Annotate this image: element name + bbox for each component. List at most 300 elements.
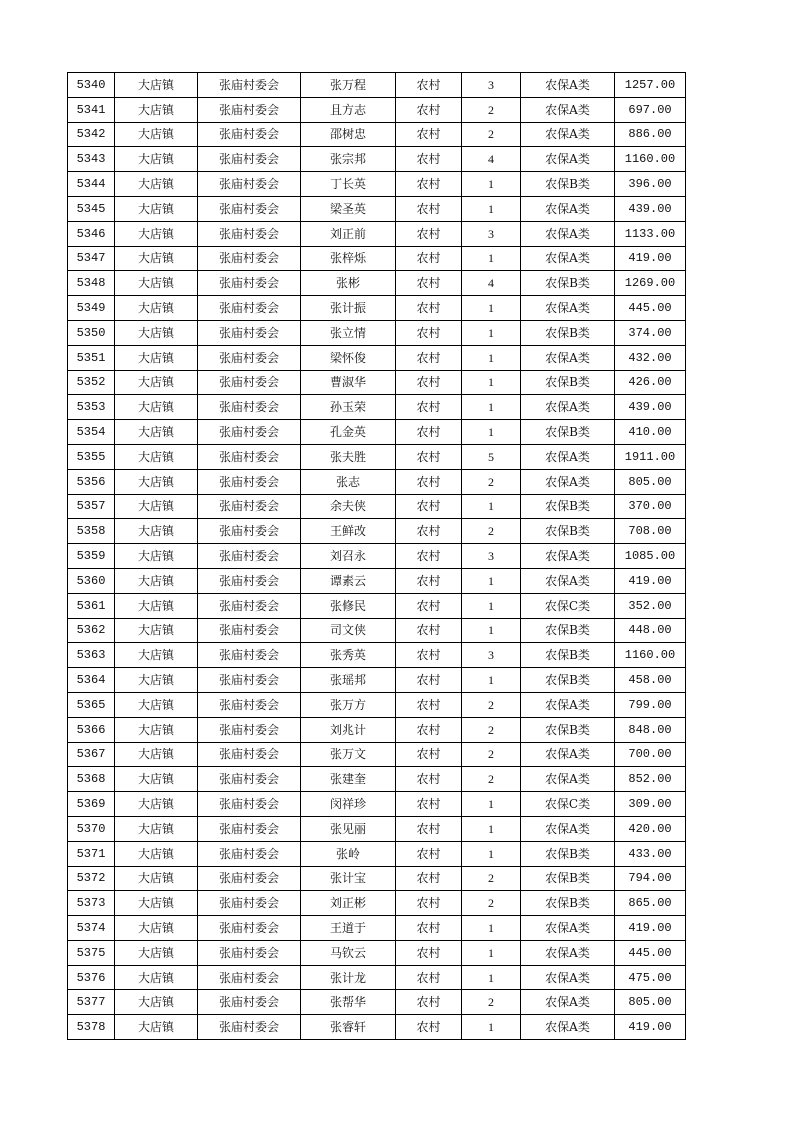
- town-cell: 大店镇: [115, 742, 198, 767]
- village-committee-cell: 张庙村委会: [198, 1015, 301, 1040]
- town-cell: 大店镇: [115, 990, 198, 1015]
- table-row: [68, 420, 686, 445]
- row-id-cell: 5377: [68, 990, 115, 1015]
- area-type-cell: 农村: [396, 345, 462, 370]
- insurance-category-cell: 农保B类: [521, 420, 615, 445]
- village-committee-cell: 张庙村委会: [198, 916, 301, 941]
- table-row: [68, 816, 686, 841]
- village-committee-cell: 张庙村委会: [198, 668, 301, 693]
- row-id-cell: 5375: [68, 940, 115, 965]
- village-committee-cell: 张庙村委会: [198, 593, 301, 618]
- town-cell: 大店镇: [115, 916, 198, 941]
- table-row: [68, 469, 686, 494]
- person-name-cell: 闵祥珍: [301, 792, 396, 817]
- table-row: [68, 940, 686, 965]
- table-row: [68, 618, 686, 643]
- table-row: [68, 395, 686, 420]
- household-members-cell: 1: [462, 345, 521, 370]
- insurance-category-cell: 农保A类: [521, 444, 615, 469]
- town-cell: 大店镇: [115, 891, 198, 916]
- area-type-cell: 农村: [396, 444, 462, 469]
- table-row: [68, 965, 686, 990]
- town-cell: 大店镇: [115, 965, 198, 990]
- row-id-cell: 5364: [68, 668, 115, 693]
- table-row: [68, 296, 686, 321]
- table-row: [68, 172, 686, 197]
- town-cell: 大店镇: [115, 420, 198, 445]
- area-type-cell: 农村: [396, 618, 462, 643]
- person-name-cell: 马钦云: [301, 940, 396, 965]
- village-committee-cell: 张庙村委会: [198, 221, 301, 246]
- amount-cell: 419.00: [615, 246, 686, 271]
- household-members-cell: 2: [462, 692, 521, 717]
- amount-cell: 309.00: [615, 792, 686, 817]
- household-members-cell: 2: [462, 866, 521, 891]
- amount-cell: 432.00: [615, 345, 686, 370]
- insurance-category-cell: 农保A类: [521, 990, 615, 1015]
- row-id-cell: 5373: [68, 891, 115, 916]
- insurance-category-cell: 农保B类: [521, 320, 615, 345]
- amount-cell: 1269.00: [615, 271, 686, 296]
- amount-cell: 865.00: [615, 891, 686, 916]
- person-name-cell: 张睿轩: [301, 1015, 396, 1040]
- insurance-category-cell: 农保B类: [521, 618, 615, 643]
- area-type-cell: 农村: [396, 841, 462, 866]
- subsidy-roster-table: [67, 72, 686, 1040]
- household-members-cell: 2: [462, 742, 521, 767]
- insurance-category-cell: 农保A类: [521, 816, 615, 841]
- village-committee-cell: 张庙村委会: [198, 370, 301, 395]
- person-name-cell: 张万程: [301, 73, 396, 98]
- table-row: [68, 147, 686, 172]
- household-members-cell: 1: [462, 668, 521, 693]
- town-cell: 大店镇: [115, 568, 198, 593]
- household-members-cell: 3: [462, 73, 521, 98]
- town-cell: 大店镇: [115, 172, 198, 197]
- person-name-cell: 张建奎: [301, 767, 396, 792]
- village-committee-cell: 张庙村委会: [198, 618, 301, 643]
- person-name-cell: 张岭: [301, 841, 396, 866]
- row-id-cell: 5344: [68, 172, 115, 197]
- amount-cell: 445.00: [615, 940, 686, 965]
- area-type-cell: 农村: [396, 196, 462, 221]
- town-cell: 大店镇: [115, 494, 198, 519]
- row-id-cell: 5340: [68, 73, 115, 98]
- area-type-cell: 农村: [396, 568, 462, 593]
- person-name-cell: 且方志: [301, 97, 396, 122]
- row-id-cell: 5345: [68, 196, 115, 221]
- village-committee-cell: 张庙村委会: [198, 494, 301, 519]
- household-members-cell: 1: [462, 196, 521, 221]
- area-type-cell: 农村: [396, 940, 462, 965]
- area-type-cell: 农村: [396, 296, 462, 321]
- village-committee-cell: 张庙村委会: [198, 147, 301, 172]
- household-members-cell: 2: [462, 717, 521, 742]
- village-committee-cell: 张庙村委会: [198, 271, 301, 296]
- village-committee-cell: 张庙村委会: [198, 643, 301, 668]
- area-type-cell: 农村: [396, 767, 462, 792]
- insurance-category-cell: 农保C类: [521, 593, 615, 618]
- person-name-cell: 张彬: [301, 271, 396, 296]
- household-members-cell: 3: [462, 643, 521, 668]
- table-row: [68, 643, 686, 668]
- household-members-cell: 1: [462, 296, 521, 321]
- row-id-cell: 5352: [68, 370, 115, 395]
- village-committee-cell: 张庙村委会: [198, 940, 301, 965]
- person-name-cell: 张见丽: [301, 816, 396, 841]
- insurance-category-cell: 农保A类: [521, 97, 615, 122]
- household-members-cell: 1: [462, 568, 521, 593]
- household-members-cell: 1: [462, 618, 521, 643]
- household-members-cell: 1: [462, 841, 521, 866]
- insurance-category-cell: 农保B类: [521, 668, 615, 693]
- row-id-cell: 5347: [68, 246, 115, 271]
- row-id-cell: 5351: [68, 345, 115, 370]
- table-row: [68, 841, 686, 866]
- insurance-category-cell: 农保C类: [521, 792, 615, 817]
- village-committee-cell: 张庙村委会: [198, 122, 301, 147]
- person-name-cell: 张瑶邦: [301, 668, 396, 693]
- insurance-category-cell: 农保B类: [521, 519, 615, 544]
- household-members-cell: 1: [462, 395, 521, 420]
- table-row: [68, 122, 686, 147]
- amount-cell: 419.00: [615, 916, 686, 941]
- amount-cell: 396.00: [615, 172, 686, 197]
- household-members-cell: 1: [462, 916, 521, 941]
- area-type-cell: 农村: [396, 692, 462, 717]
- village-committee-cell: 张庙村委会: [198, 420, 301, 445]
- household-members-cell: 2: [462, 97, 521, 122]
- town-cell: 大店镇: [115, 370, 198, 395]
- amount-cell: 1160.00: [615, 147, 686, 172]
- table-row: [68, 593, 686, 618]
- town-cell: 大店镇: [115, 544, 198, 569]
- amount-cell: 433.00: [615, 841, 686, 866]
- area-type-cell: 农村: [396, 916, 462, 941]
- person-name-cell: 曹淑华: [301, 370, 396, 395]
- town-cell: 大店镇: [115, 147, 198, 172]
- table-row: [68, 866, 686, 891]
- area-type-cell: 农村: [396, 221, 462, 246]
- village-committee-cell: 张庙村委会: [198, 965, 301, 990]
- village-committee-cell: 张庙村委会: [198, 519, 301, 544]
- household-members-cell: 2: [462, 519, 521, 544]
- amount-cell: 805.00: [615, 990, 686, 1015]
- person-name-cell: 王鲜改: [301, 519, 396, 544]
- amount-cell: 439.00: [615, 196, 686, 221]
- person-name-cell: 孙玉荣: [301, 395, 396, 420]
- town-cell: 大店镇: [115, 643, 198, 668]
- row-id-cell: 5354: [68, 420, 115, 445]
- insurance-category-cell: 农保A类: [521, 568, 615, 593]
- insurance-category-cell: 农保A类: [521, 296, 615, 321]
- town-cell: 大店镇: [115, 345, 198, 370]
- area-type-cell: 农村: [396, 147, 462, 172]
- row-id-cell: 5346: [68, 221, 115, 246]
- insurance-category-cell: 农保B类: [521, 841, 615, 866]
- person-name-cell: 刘兆计: [301, 717, 396, 742]
- area-type-cell: 农村: [396, 593, 462, 618]
- household-members-cell: 1: [462, 792, 521, 817]
- area-type-cell: 农村: [396, 370, 462, 395]
- village-committee-cell: 张庙村委会: [198, 469, 301, 494]
- household-members-cell: 1: [462, 172, 521, 197]
- table-row: [68, 196, 686, 221]
- town-cell: 大店镇: [115, 271, 198, 296]
- household-members-cell: 3: [462, 221, 521, 246]
- area-type-cell: 农村: [396, 965, 462, 990]
- person-name-cell: 张立情: [301, 320, 396, 345]
- village-committee-cell: 张庙村委会: [198, 544, 301, 569]
- village-committee-cell: 张庙村委会: [198, 320, 301, 345]
- town-cell: 大店镇: [115, 841, 198, 866]
- household-members-cell: 1: [462, 246, 521, 271]
- town-cell: 大店镇: [115, 122, 198, 147]
- row-id-cell: 5376: [68, 965, 115, 990]
- person-name-cell: 张夫胜: [301, 444, 396, 469]
- village-committee-cell: 张庙村委会: [198, 990, 301, 1015]
- table-row: [68, 891, 686, 916]
- village-committee-cell: 张庙村委会: [198, 196, 301, 221]
- amount-cell: 1911.00: [615, 444, 686, 469]
- town-cell: 大店镇: [115, 97, 198, 122]
- table-row: [68, 717, 686, 742]
- person-name-cell: 刘召永: [301, 544, 396, 569]
- household-members-cell: 4: [462, 271, 521, 296]
- amount-cell: 448.00: [615, 618, 686, 643]
- household-members-cell: 2: [462, 122, 521, 147]
- amount-cell: 700.00: [615, 742, 686, 767]
- row-id-cell: 5348: [68, 271, 115, 296]
- village-committee-cell: 张庙村委会: [198, 816, 301, 841]
- row-id-cell: 5374: [68, 916, 115, 941]
- person-name-cell: 张万文: [301, 742, 396, 767]
- person-name-cell: 张修民: [301, 593, 396, 618]
- insurance-category-cell: 农保A类: [521, 1015, 615, 1040]
- area-type-cell: 农村: [396, 320, 462, 345]
- person-name-cell: 丁长英: [301, 172, 396, 197]
- household-members-cell: 2: [462, 891, 521, 916]
- amount-cell: 445.00: [615, 296, 686, 321]
- insurance-category-cell: 农保A类: [521, 147, 615, 172]
- amount-cell: 886.00: [615, 122, 686, 147]
- insurance-category-cell: 农保B类: [521, 271, 615, 296]
- village-committee-cell: 张庙村委会: [198, 891, 301, 916]
- table-row: [68, 544, 686, 569]
- household-members-cell: 2: [462, 990, 521, 1015]
- insurance-category-cell: 农保A类: [521, 469, 615, 494]
- insurance-category-cell: 农保B类: [521, 717, 615, 742]
- amount-cell: 374.00: [615, 320, 686, 345]
- insurance-category-cell: 农保A类: [521, 196, 615, 221]
- amount-cell: 419.00: [615, 568, 686, 593]
- area-type-cell: 农村: [396, 73, 462, 98]
- person-name-cell: 邵树忠: [301, 122, 396, 147]
- area-type-cell: 农村: [396, 643, 462, 668]
- amount-cell: 419.00: [615, 1015, 686, 1040]
- table-row: [68, 668, 686, 693]
- area-type-cell: 农村: [396, 544, 462, 569]
- town-cell: 大店镇: [115, 940, 198, 965]
- household-members-cell: 1: [462, 593, 521, 618]
- table-row: [68, 345, 686, 370]
- insurance-category-cell: 农保A类: [521, 767, 615, 792]
- insurance-category-cell: 农保B类: [521, 866, 615, 891]
- person-name-cell: 张计龙: [301, 965, 396, 990]
- table-row: [68, 742, 686, 767]
- table-row: [68, 320, 686, 345]
- table-row: [68, 73, 686, 98]
- table-row: [68, 792, 686, 817]
- amount-cell: 352.00: [615, 593, 686, 618]
- person-name-cell: 张帮华: [301, 990, 396, 1015]
- insurance-category-cell: 农保B类: [521, 494, 615, 519]
- person-name-cell: 司文侠: [301, 618, 396, 643]
- row-id-cell: 5371: [68, 841, 115, 866]
- area-type-cell: 农村: [396, 469, 462, 494]
- row-id-cell: 5359: [68, 544, 115, 569]
- area-type-cell: 农村: [396, 1015, 462, 1040]
- table-row: [68, 916, 686, 941]
- insurance-category-cell: 农保B类: [521, 643, 615, 668]
- household-members-cell: 1: [462, 816, 521, 841]
- table-row: [68, 370, 686, 395]
- village-committee-cell: 张庙村委会: [198, 692, 301, 717]
- area-type-cell: 农村: [396, 122, 462, 147]
- town-cell: 大店镇: [115, 444, 198, 469]
- table-row: [68, 1015, 686, 1040]
- person-name-cell: 谭素云: [301, 568, 396, 593]
- town-cell: 大店镇: [115, 320, 198, 345]
- row-id-cell: 5357: [68, 494, 115, 519]
- household-members-cell: 2: [462, 767, 521, 792]
- village-committee-cell: 张庙村委会: [198, 395, 301, 420]
- table-row: [68, 990, 686, 1015]
- table-body: [68, 73, 686, 1040]
- insurance-category-cell: 农保A类: [521, 692, 615, 717]
- insurance-category-cell: 农保B类: [521, 370, 615, 395]
- person-name-cell: 张志: [301, 469, 396, 494]
- household-members-cell: 1: [462, 494, 521, 519]
- village-committee-cell: 张庙村委会: [198, 568, 301, 593]
- household-members-cell: 5: [462, 444, 521, 469]
- town-cell: 大店镇: [115, 395, 198, 420]
- amount-cell: 708.00: [615, 519, 686, 544]
- town-cell: 大店镇: [115, 717, 198, 742]
- village-committee-cell: 张庙村委会: [198, 717, 301, 742]
- person-name-cell: 梁圣英: [301, 196, 396, 221]
- row-id-cell: 5361: [68, 593, 115, 618]
- person-name-cell: 张秀英: [301, 643, 396, 668]
- row-id-cell: 5342: [68, 122, 115, 147]
- person-name-cell: 张宗邦: [301, 147, 396, 172]
- amount-cell: 420.00: [615, 816, 686, 841]
- amount-cell: 1133.00: [615, 221, 686, 246]
- town-cell: 大店镇: [115, 692, 198, 717]
- town-cell: 大店镇: [115, 618, 198, 643]
- person-name-cell: 张计宝: [301, 866, 396, 891]
- insurance-category-cell: 农保A类: [521, 345, 615, 370]
- household-members-cell: 1: [462, 420, 521, 445]
- table-row: [68, 271, 686, 296]
- village-committee-cell: 张庙村委会: [198, 296, 301, 321]
- row-id-cell: 5356: [68, 469, 115, 494]
- area-type-cell: 农村: [396, 792, 462, 817]
- area-type-cell: 农村: [396, 172, 462, 197]
- insurance-category-cell: 农保A类: [521, 246, 615, 271]
- village-committee-cell: 张庙村委会: [198, 73, 301, 98]
- person-name-cell: 张万方: [301, 692, 396, 717]
- village-committee-cell: 张庙村委会: [198, 841, 301, 866]
- area-type-cell: 农村: [396, 395, 462, 420]
- town-cell: 大店镇: [115, 767, 198, 792]
- table-row: [68, 444, 686, 469]
- insurance-category-cell: 农保B类: [521, 172, 615, 197]
- insurance-category-cell: 农保B类: [521, 891, 615, 916]
- table-row: [68, 519, 686, 544]
- village-committee-cell: 张庙村委会: [198, 246, 301, 271]
- household-members-cell: 3: [462, 544, 521, 569]
- town-cell: 大店镇: [115, 246, 198, 271]
- area-type-cell: 农村: [396, 271, 462, 296]
- person-name-cell: 刘正前: [301, 221, 396, 246]
- village-committee-cell: 张庙村委会: [198, 97, 301, 122]
- household-members-cell: 2: [462, 469, 521, 494]
- amount-cell: 852.00: [615, 767, 686, 792]
- amount-cell: 697.00: [615, 97, 686, 122]
- row-id-cell: 5360: [68, 568, 115, 593]
- table-row: [68, 221, 686, 246]
- town-cell: 大店镇: [115, 73, 198, 98]
- row-id-cell: 5363: [68, 643, 115, 668]
- household-members-cell: 1: [462, 1015, 521, 1040]
- area-type-cell: 农村: [396, 990, 462, 1015]
- insurance-category-cell: 农保A类: [521, 742, 615, 767]
- household-members-cell: 1: [462, 965, 521, 990]
- amount-cell: 458.00: [615, 668, 686, 693]
- insurance-category-cell: 农保A类: [521, 122, 615, 147]
- table-row: [68, 767, 686, 792]
- table-row: [68, 246, 686, 271]
- row-id-cell: 5350: [68, 320, 115, 345]
- insurance-category-cell: 农保A类: [521, 544, 615, 569]
- amount-cell: 794.00: [615, 866, 686, 891]
- person-name-cell: 梁怀俊: [301, 345, 396, 370]
- area-type-cell: 农村: [396, 519, 462, 544]
- row-id-cell: 5353: [68, 395, 115, 420]
- amount-cell: 410.00: [615, 420, 686, 445]
- household-members-cell: 1: [462, 320, 521, 345]
- area-type-cell: 农村: [396, 494, 462, 519]
- town-cell: 大店镇: [115, 519, 198, 544]
- village-committee-cell: 张庙村委会: [198, 444, 301, 469]
- amount-cell: 1085.00: [615, 544, 686, 569]
- amount-cell: 805.00: [615, 469, 686, 494]
- person-name-cell: 余夫侠: [301, 494, 396, 519]
- person-name-cell: 张计振: [301, 296, 396, 321]
- amount-cell: 439.00: [615, 395, 686, 420]
- amount-cell: 475.00: [615, 965, 686, 990]
- household-members-cell: 1: [462, 940, 521, 965]
- area-type-cell: 农村: [396, 246, 462, 271]
- row-id-cell: 5367: [68, 742, 115, 767]
- town-cell: 大店镇: [115, 792, 198, 817]
- insurance-category-cell: 农保A类: [521, 965, 615, 990]
- row-id-cell: 5378: [68, 1015, 115, 1040]
- insurance-category-cell: 农保A类: [521, 940, 615, 965]
- row-id-cell: 5349: [68, 296, 115, 321]
- row-id-cell: 5365: [68, 692, 115, 717]
